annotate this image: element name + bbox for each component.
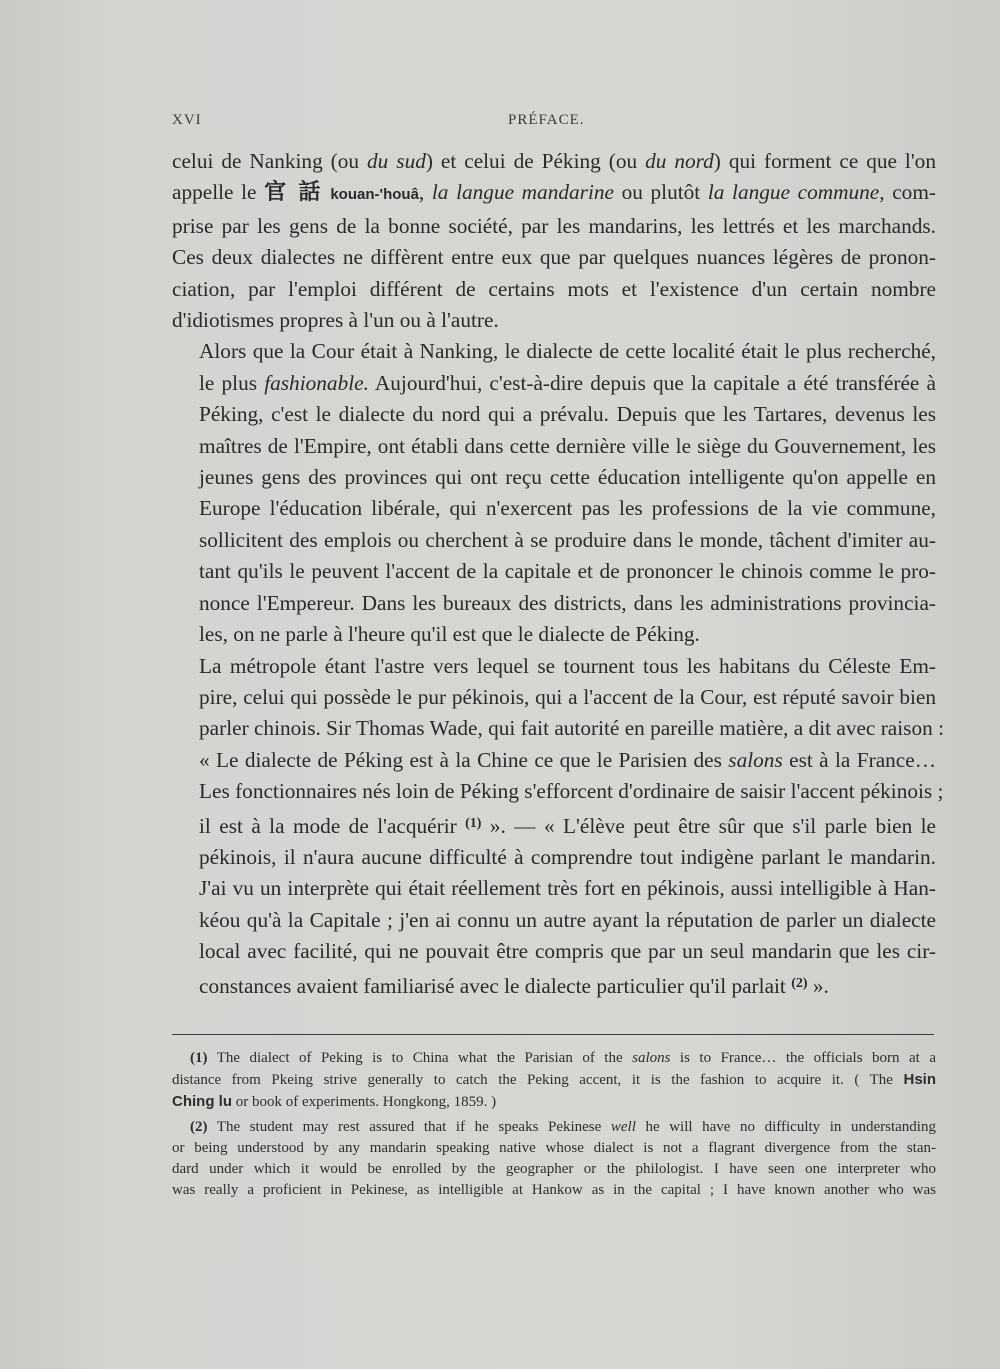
paragraph-1: [172, 146, 936, 336]
page-number: XVI: [172, 112, 202, 128]
text-line: La métropole étant l'astre vers lequel se tournent tous les habitans du Céleste Em-: [199, 653, 936, 678]
text-line: pékinois, il n'aura aucune difficulté à comprendre tout indigène parlant le mandarin.: [199, 844, 936, 869]
text-line: pire, celui qui possède le pur pékinois, qui a l'accent de la Cour, est réputé savoir bien: [199, 684, 936, 709]
text-line: J'ai vu un interprète qui était réellement très fort en pékinois, aussi intelligible à Han-: [199, 876, 936, 901]
footnote-line: dard under which it would be enrolled by the geographer or the philologist. I have seen one interpreter who: [172, 1161, 936, 1177]
footnote-number: (1): [190, 1050, 208, 1066]
text-line: appelle le 官 話 kouan-'houâ, la langue mandarine ou plutôt la langue commune, com-: [172, 180, 936, 206]
footnote-1: [172, 1048, 936, 1113]
footnote-ref-2[interactable]: (2): [791, 975, 808, 991]
footnotes: [172, 1048, 936, 1205]
text-line: tant qu'ils le peuvent l'accent de la capitale et de prononcer le chinois comme le pro-: [199, 559, 936, 584]
footnote-line: (2) The student may rest assured that if he speaks Pekinese well he will have no difficulty in understanding: [190, 1119, 936, 1135]
text-line: les, on ne parle à l'heure qu'il est que le dialecte de Péking.: [199, 622, 700, 647]
text-line: maîtres de l'Empire, ont établi dans cette dernière ville le siège du Gouvernement, les: [199, 433, 936, 458]
text-line: ciation, par l'emploi différent de certains mots et l'existence d'un certain nombre: [172, 276, 936, 301]
text-line: parler chinois. Sir Thomas Wade, qui fait autorité en pareille matière, a dit avec raison :: [199, 716, 944, 741]
running-title: PRÉFACE.: [508, 112, 585, 128]
text-line: kéou qu'à la Capitale ; j'en ai connu un autre ayant la réputation de parler un dialecte: [199, 907, 936, 932]
main-text: [172, 146, 944, 1002]
text-line: Europe l'éducation libérale, qui n'exercent pas les professions de la vie commune,: [199, 496, 936, 521]
text-line: le plus fashionable. Aujourd'hui, c'est-à-dire depuis que la capitale a été transférée à: [199, 370, 936, 395]
text-line: local avec facilité, qui ne pouvait être compris que par un seul mandarin que les cir-: [199, 939, 936, 964]
text-line: Ces deux dialectes ne diffèrent entre eux que par quelques nuances légères de pronon-: [172, 245, 936, 270]
text-line: constances avaient familiarisé avec le dialecte particulier qu'il parlait $^{(2)}$ ».: [199, 973, 829, 998]
text-line: Les fonctionnaires nés loin de Péking s'efforcent d'ordinaire de saisir l'accent pékinois ;: [199, 779, 944, 804]
text-line: il est à la mode de l'acquérir $^{(1)}$ ». — « L'élève peut être sûr que s'il parle bien le: [199, 813, 936, 838]
text-line: « Le dialecte de Péking est à la Chine ce que le Parisien des salons est à la France…: [199, 747, 936, 772]
paragraph-2: [172, 336, 936, 650]
footnote-rule: [172, 1034, 934, 1035]
footnote-line: distance from Pkeing strive generally to catch the Peking accent, it is the fashion to acquire it. ( The Hsin: [172, 1071, 936, 1088]
footnote-line: or being understood by any mandarin speaking native whose dialect is not a flagrant divergence from the stan-: [172, 1140, 936, 1156]
chinese-characters: 官 話: [264, 180, 323, 206]
text-line: nonce l'Empereur. Dans les bureaux des districts, dans les administrations provincia-: [199, 590, 936, 615]
footnote-2: [172, 1117, 936, 1201]
text-line: Alors que la Cour était à Nanking, le dialecte de cette localité était le plus recherché,: [199, 339, 936, 364]
text-line: celui de Nanking (ou du sud) et celui de Péking (ou du nord) qui forment ce que l'on: [172, 149, 936, 173]
text-line: Péking, c'est le dialecte du nord qui a prévalu. Depuis que les Tartares, devenus les: [199, 402, 936, 427]
footnote-line: Ching lu or book of experiments. Hongkong, 1859. ): [172, 1093, 497, 1110]
text-line: jeunes gens des provinces qui ont reçu cette éducation intelligente qu'on appelle en: [199, 465, 936, 490]
paragraph-3: [172, 651, 944, 1002]
text-line: prise par les gens de la bonne société, par les mandarins, les lettrés et les marchands.: [172, 213, 936, 238]
text-line: d'idiotismes propres à l'un ou à l'autre.: [172, 308, 499, 333]
footnote-ref-1[interactable]: (1): [465, 815, 482, 831]
footnote-line: (1) The dialect of Peking is to China what the Parisian of the salons is to France… the officials born at a: [190, 1050, 936, 1066]
text-line: sollicitent des emplois ou cherchent à se produire dans le monde, tâchent d'imiter au-: [199, 527, 936, 552]
romanized-term: kouan-'houâ: [330, 186, 419, 204]
footnote-line: was really a proficient in Pekinese, as intelligible at Hankow as in the capital ; I have known another who was: [172, 1182, 936, 1198]
footnote-number: (2): [190, 1119, 208, 1135]
